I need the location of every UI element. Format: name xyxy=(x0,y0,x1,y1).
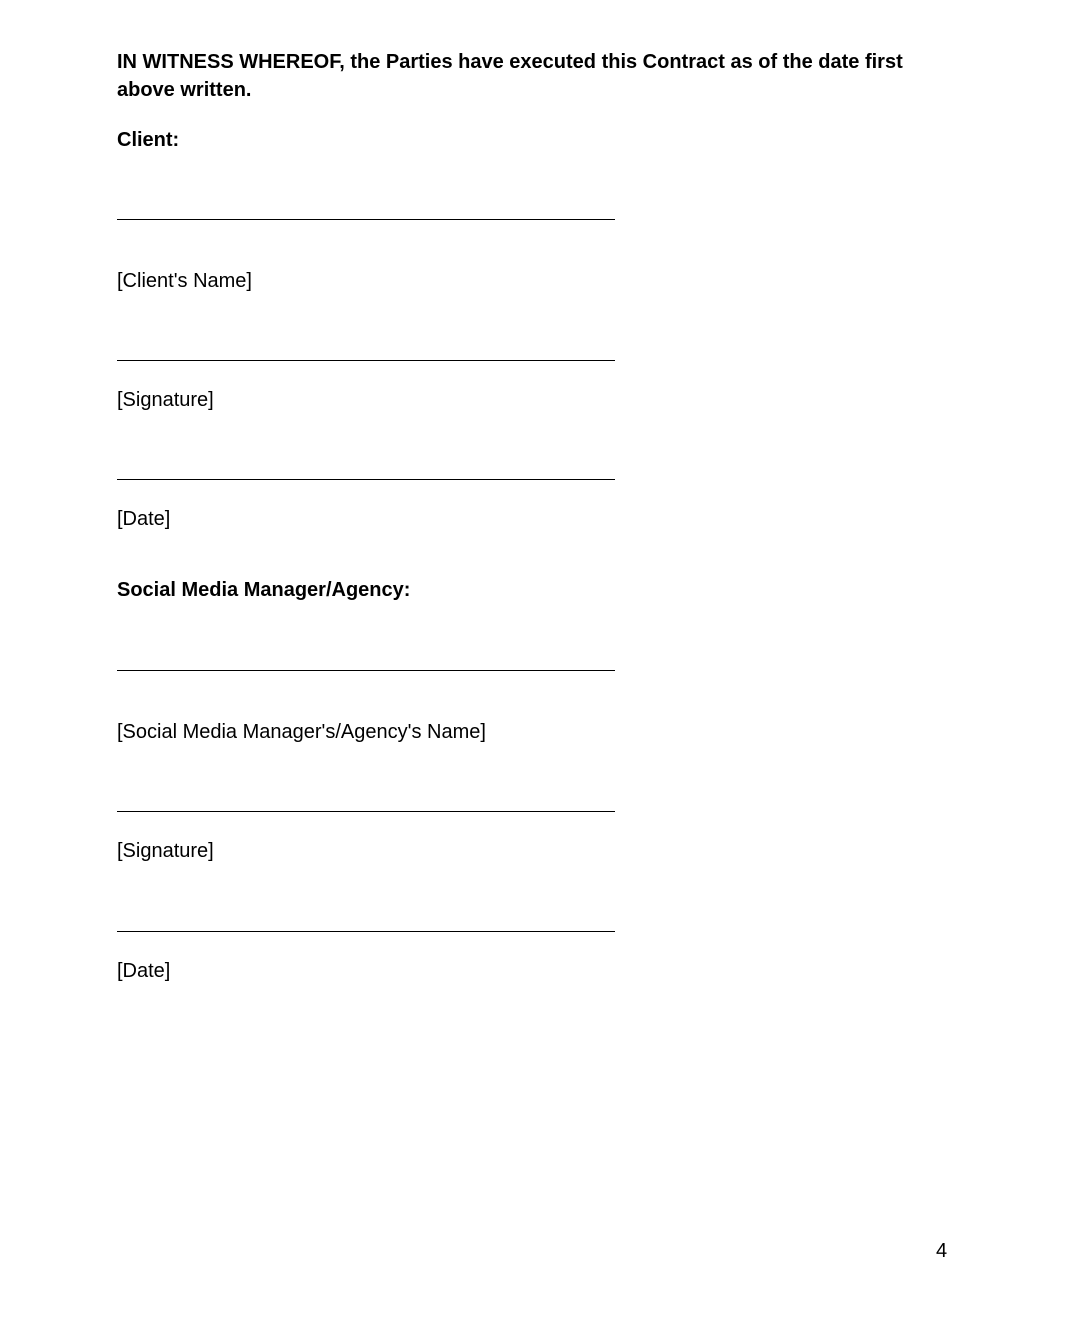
manager-date-label: [Date] xyxy=(117,960,171,982)
manager-signature-label: [Signature] xyxy=(117,840,214,862)
client-signature-label: [Signature] xyxy=(117,389,214,411)
client-name-line xyxy=(117,219,615,220)
manager-signature-line xyxy=(117,811,615,812)
manager-date-line xyxy=(117,931,615,932)
manager-name-line xyxy=(117,670,615,671)
manager-heading: Social Media Manager/Agency: xyxy=(117,579,411,601)
witness-statement: IN WITNESS WHEREOF, the Parties have executed this Contract as of the date first above written. xyxy=(117,51,903,101)
client-date-line xyxy=(117,479,615,480)
client-signature-line xyxy=(117,360,615,361)
client-heading: Client: xyxy=(117,129,180,151)
page-number: 4 xyxy=(936,1240,948,1262)
client-date-label: [Date] xyxy=(117,508,171,530)
manager-name-label: [Social Media Manager's/Agency's Name] xyxy=(117,721,486,743)
client-name-label: [Client's Name] xyxy=(117,270,252,292)
